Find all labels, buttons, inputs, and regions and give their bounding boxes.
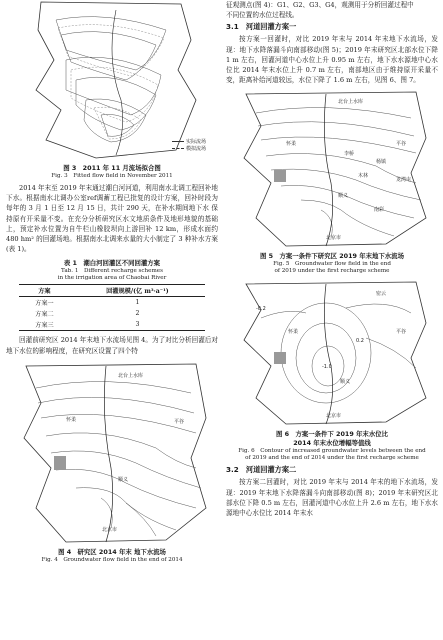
recharge-scheme-table (19, 284, 205, 331)
paragraph-recharge-intro: 2014 年末至 2019 年末通过潮白河河道，利用南水北调工程回补地下水。根据南水北调办公室ref调蓄工程已批复的设计方案，回补时段为每年的 3 月 1 日至 12 月 15 日，共计 290 天，在补水期间地下水 保持原有开采量不变。在充分分析研究区水文地质条件及地形地貌的基础上，预定补水位置为自牛栏山橡胶坝向上游回补 12 km，形成水面约 480 hm² 的回灌场地。根据南水北调来水量的大小制定了 3 种补水方案(表 1)。 (6, 184, 218, 254)
label-shunyi: 顺义 (118, 476, 129, 483)
section-3-2-heading: 3.2 河道回灌方案二 (226, 465, 297, 475)
label-shunyi: 顺义 (338, 193, 349, 200)
label-beitai-reservoir: 北台上水库 (118, 372, 144, 379)
fig6-caption-cn-2: 2014 年末水位增幅等值线 (293, 439, 371, 448)
fig6-caption-en-2: of 2019 and the end of 2014 under the first recharge scheme (245, 455, 419, 462)
label-beijing: 北京市 (326, 413, 342, 420)
paragraph-continued-2: 不同位置的水位过程线。 (226, 11, 299, 20)
contour-label: -1.0 (322, 364, 332, 371)
left-column (6, 0, 218, 567)
paragraph-scheme-1: 按方案一回灌时，对比 2019 年末与 2014 年末地下水流场，发现：地下水降落漏斗向南部移动(图 5)；2019 年末研究区北部水位下降 1 m 左右，回灌河道中心水位上升 0.95 m 左右，地下水水源地中心水位比 2014 年末水位上升 0.7 m 左右，南部地区由于维持原开采量不变，距离补给河道较远，水位下降了 1.6 m 左右，见图 6、图 7。 (226, 35, 438, 85)
label-liqiao: 李桥 (344, 151, 355, 158)
paragraph-scheme-2: 按方案二回灌时，对比 2019 年末与 2014 年末的地下水流场，发现：2019 年末地下水降落漏斗向南部移动(图 8)；2019 年末研究区北部水位下降 0.5 m 左右，回灌河道中心水位上升 2.6 m 左右，地下水水源地中心水位比 2014 年末水 (226, 478, 438, 518)
label-longwantun: 龙湾屯 (396, 177, 412, 184)
table-row: 方案一 1 (35, 299, 140, 308)
fig5-caption-en-1: Fig. 5 Groundwater flow field in the end (273, 261, 391, 268)
fig4-caption-en: Fig. 4 Groundwater flow field in the end of 2014 (41, 556, 183, 563)
label-beijing: 北京市 (326, 235, 342, 242)
label-huairou: 怀柔 (286, 141, 297, 148)
label-pinggu: 平谷 (396, 141, 407, 148)
label-pinggu: 平谷 (396, 329, 407, 336)
label-beijing: 北京市 (102, 526, 118, 533)
fig3-caption-cn: 图 3 2011 年 11 月流场拟合图 (63, 164, 161, 172)
fig4-caption-cn: 图 4 研究区 2014 年末 地下水流场 (58, 547, 166, 556)
legend-actual-flow: 实际流场 (185, 139, 206, 145)
label-huairou: 怀柔 (66, 416, 77, 423)
right-column (226, 0, 438, 518)
fig3-caption-en: Fig. 3 Fitted flow field in November 2011 (51, 173, 173, 179)
label-mulin: 木林 (358, 173, 369, 180)
contour-label: -0.2 (256, 306, 266, 313)
fig5-caption-en-2: of 2019 under the first recharge scheme (274, 268, 390, 275)
table1-title-en-2: in the irrigation area of Chaobai River (57, 275, 167, 282)
paragraph-continued-1: 征观测点(图 4)：G1、G2、G3、G4，观测用于分析回灌过程中 (226, 1, 414, 9)
label-huairou: 怀柔 (288, 329, 299, 336)
table-header-scale: 回灌规模/(亿 m³·a⁻¹) (106, 288, 169, 296)
table1-title-cn: 表 1 潮白河回灌区不同回灌方案 (63, 259, 161, 268)
table-row: 方案三 3 (19, 319, 205, 331)
fig6-caption-en-1: Fig. 6 Contour of increased groundwater levels between the end (238, 448, 426, 455)
figure-4-map (6, 358, 218, 544)
fig4-contour-map (6, 358, 218, 544)
table-header-scheme: 方案 (38, 288, 51, 296)
label-beitai-reservoir: 北台上水库 (338, 99, 364, 106)
fig5-caption-cn: 图 5 方案一条件下研究区 2019 年末地下水流场 (260, 252, 404, 261)
table-row: 方案二 2 (35, 310, 140, 319)
fig5-contour-map (226, 88, 438, 248)
label-nancai: 南彩 (374, 207, 385, 214)
table1-title-en-1: Tab. 1 Different recharge schemes (61, 268, 163, 275)
label-yangzhen: 杨镇 (376, 159, 387, 166)
fig3-legend (172, 138, 206, 152)
figure-6-map (226, 278, 438, 426)
contour-label: 0.2 (356, 338, 364, 345)
fig3-contour-map (6, 0, 218, 160)
figure-5-map (226, 88, 438, 248)
paragraph-before-recharge: 回灌前研究区 2014 年末地下水流场见图 4。为了对比分析回灌后对地下水位的影响程度，在研究区设置了四个特 (6, 336, 218, 355)
fig6-contour-map (226, 278, 438, 426)
label-pinggu: 平谷 (174, 418, 185, 425)
label-shunyi: 顺义 (340, 379, 351, 386)
section-3-1-heading: 3.1 河道回灌方案一 (226, 22, 297, 32)
label-miyun: 密云 (376, 291, 387, 298)
fig6-caption-cn-1: 图 6 方案一条件下 2019 年末水位比 (276, 430, 388, 439)
figure-3-map (6, 0, 218, 160)
legend-simulated-flow: 模拟流场 (185, 146, 206, 152)
